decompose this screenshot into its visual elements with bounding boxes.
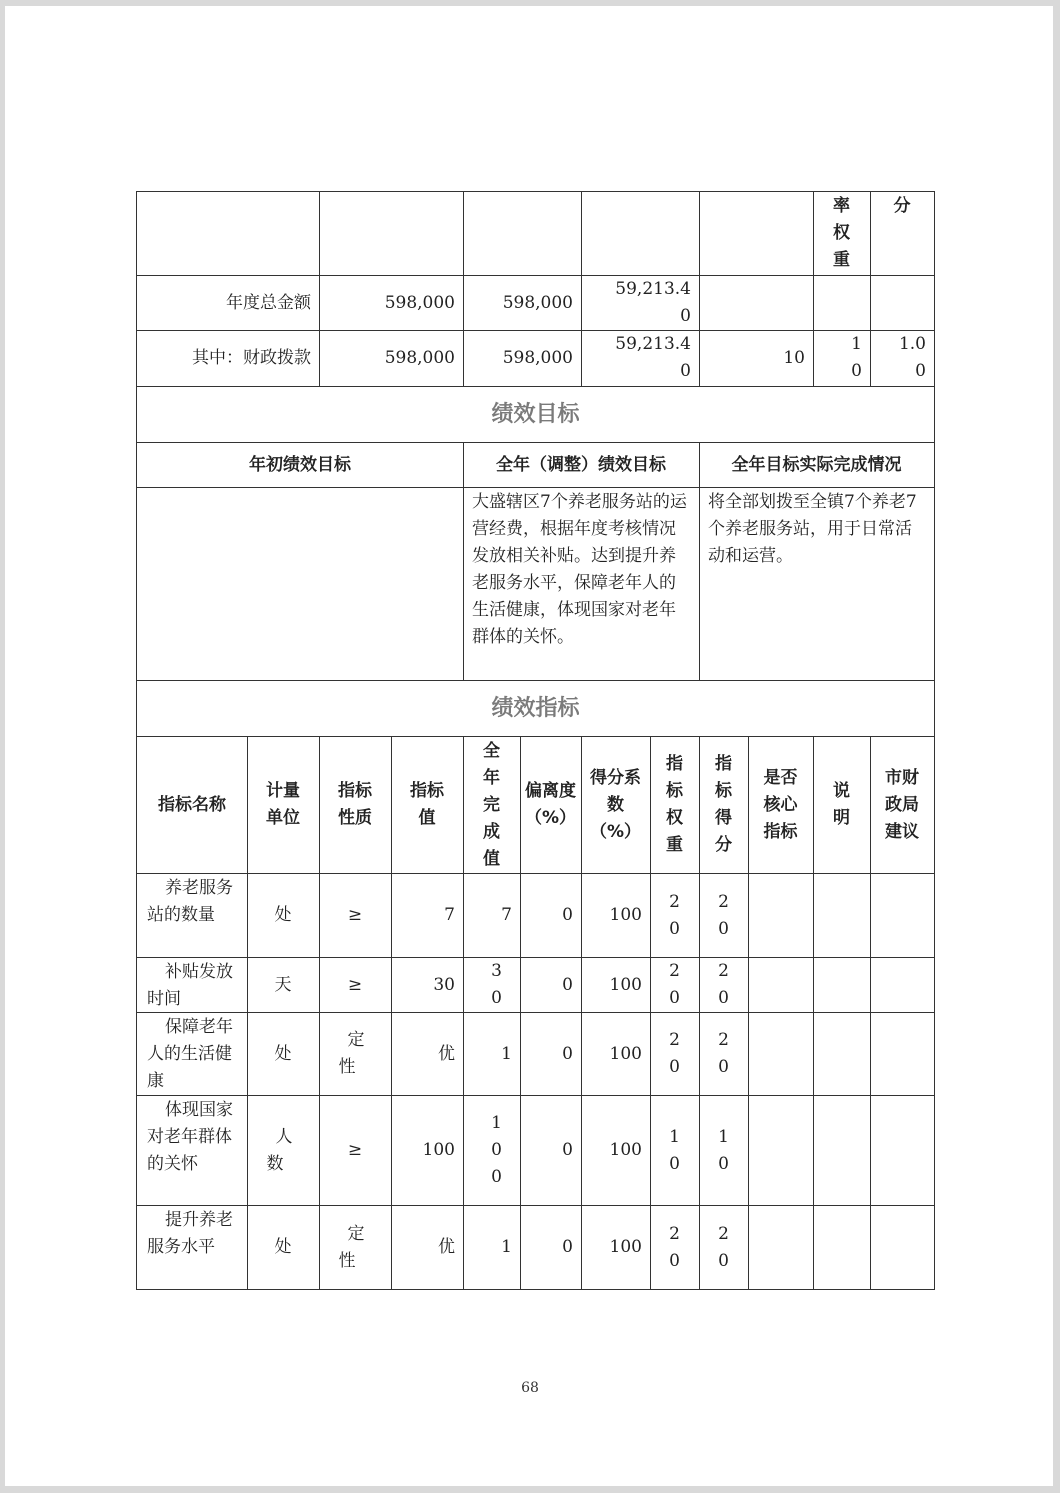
indicator-unit: 处 xyxy=(274,1237,292,1257)
indicator-weight: 20 xyxy=(669,891,680,939)
indicator-header: 是否核心指标 xyxy=(763,767,798,842)
header-rate-weight: 率权重 xyxy=(833,196,850,270)
indicator-advice xyxy=(870,1096,934,1205)
indicator-advice xyxy=(870,1013,934,1095)
indicator-header: 指标值 xyxy=(410,781,444,828)
table-rule xyxy=(136,275,935,276)
indicator-note xyxy=(813,874,870,957)
indicator-header: 市财政局建议 xyxy=(885,767,919,842)
table-rule xyxy=(699,442,700,680)
table-rule xyxy=(870,191,871,386)
indicator-header: 得分系数（%） xyxy=(589,767,642,842)
indicator-value: 优 xyxy=(438,1237,455,1257)
indicator-advice xyxy=(870,1206,934,1289)
table-rule xyxy=(391,736,392,1289)
budget-row-label: 年度总金额 xyxy=(226,292,311,313)
indicator-header: 指标权重 xyxy=(666,754,683,855)
indicator-deviation: 0 xyxy=(562,905,573,925)
indicator-header: 计量单位 xyxy=(266,781,300,828)
page-number: 68 xyxy=(521,1380,539,1396)
table-rule xyxy=(748,736,749,1289)
indicator-weight: 20 xyxy=(669,961,680,1008)
indicator-value: 100 xyxy=(422,1140,455,1160)
budget-row-value: 598,000 xyxy=(502,292,573,313)
indicator-unit: 天 xyxy=(274,974,292,995)
budget-row-value: 59,213.40 xyxy=(615,279,691,326)
indicator-name: 养老服务站的数量 xyxy=(147,878,233,925)
indicator-core xyxy=(748,1096,813,1205)
budget-row-value: 598,000 xyxy=(502,348,573,368)
indicator-header: 全年完成值 xyxy=(483,740,500,869)
indicator-unit: 处 xyxy=(274,1043,292,1064)
table-rule xyxy=(699,191,700,386)
budget-row-value: 10 xyxy=(851,334,862,381)
table-rule xyxy=(463,736,464,1289)
header-score: 分 xyxy=(893,196,911,216)
goals-adjusted-text: 大盛辖区7个养老服务站的运营经费，根据年度考核情况发放相关补贴。达到提升养老服务水平，保障老年人的生活健康，体现国家对老年群体的关怀。 xyxy=(472,492,687,647)
indicator-nature: ≥ xyxy=(347,905,363,925)
table-rule xyxy=(463,191,464,386)
indicator-done: 1 xyxy=(501,1237,512,1257)
indicator-nature: 定性 xyxy=(338,1223,365,1271)
indicator-deviation: 0 xyxy=(562,974,573,995)
budget-row-value: 10 xyxy=(783,348,805,368)
table-rule xyxy=(581,736,582,1289)
goals-header-adjusted: 全年（调整）绩效目标 xyxy=(496,454,666,475)
table-rule xyxy=(136,191,137,1290)
indicator-weight: 20 xyxy=(669,1223,680,1271)
indicator-header: 指标性质 xyxy=(338,781,372,828)
budget-row-value: 59,213.40 xyxy=(615,334,691,381)
indicator-core xyxy=(748,1013,813,1095)
goals-header-actual: 全年目标实际完成情况 xyxy=(731,454,902,475)
table-rule xyxy=(870,736,871,1289)
table-rule xyxy=(581,191,582,386)
indicator-coefficient: 100 xyxy=(609,974,642,995)
indicator-score: 10 xyxy=(718,1126,729,1174)
indicator-nature: 定性 xyxy=(338,1030,365,1077)
indicator-value: 30 xyxy=(433,974,455,995)
indicator-nature: ≥ xyxy=(347,1140,363,1160)
indicator-note xyxy=(813,958,870,1012)
indicator-header: 偏离度（%） xyxy=(524,781,577,828)
table-rule xyxy=(136,330,935,331)
indicator-note xyxy=(813,1096,870,1205)
table-rule xyxy=(136,191,935,192)
indicator-header: 指标得分 xyxy=(715,754,732,855)
indicator-name: 体现国家对老年群体的关怀 xyxy=(147,1100,233,1174)
indicator-score: 20 xyxy=(718,891,729,939)
table-rule xyxy=(136,1012,935,1013)
table-rule xyxy=(136,736,935,737)
table-rule xyxy=(934,191,935,1290)
budget-row-value xyxy=(699,276,813,330)
indicator-core xyxy=(748,958,813,1012)
table-rule xyxy=(136,680,935,681)
table-rule xyxy=(813,191,814,386)
budget-row-value xyxy=(813,276,870,330)
table-rule xyxy=(463,442,464,680)
indicator-weight: 20 xyxy=(669,1030,680,1077)
table-rule xyxy=(319,736,320,1289)
table-rule xyxy=(136,442,935,443)
indicator-header: 说明 xyxy=(833,781,850,828)
indicator-advice xyxy=(870,958,934,1012)
table-rule xyxy=(247,736,248,1289)
section-title-goals: 绩效目标 xyxy=(491,402,580,427)
table-rule xyxy=(136,487,935,488)
goals-initial-text xyxy=(137,488,463,679)
indicator-name: 补贴发放时间 xyxy=(147,962,233,1009)
indicator-coefficient: 100 xyxy=(609,1140,642,1160)
indicator-nature: ≥ xyxy=(347,974,363,995)
indicator-core xyxy=(748,1206,813,1289)
indicator-done: 100 xyxy=(491,1113,502,1187)
table-rule xyxy=(813,736,814,1289)
table-rule xyxy=(699,736,700,1289)
table-rule xyxy=(136,386,935,387)
indicator-unit: 人数 xyxy=(266,1126,293,1174)
indicator-score: 20 xyxy=(718,961,729,1008)
indicator-deviation: 0 xyxy=(562,1043,573,1064)
budget-row-value: 598,000 xyxy=(384,292,455,313)
table-rule xyxy=(319,191,320,386)
indicator-advice xyxy=(870,874,934,957)
indicator-score: 20 xyxy=(718,1223,729,1271)
indicator-note xyxy=(813,1013,870,1095)
indicator-value: 7 xyxy=(444,905,455,925)
indicator-done: 1 xyxy=(501,1043,512,1064)
table-rule xyxy=(136,873,935,874)
indicator-score: 20 xyxy=(718,1030,729,1077)
indicator-deviation: 0 xyxy=(562,1140,573,1160)
indicator-deviation: 0 xyxy=(562,1237,573,1257)
indicator-done: 30 xyxy=(491,961,502,1008)
table-rule xyxy=(650,736,651,1289)
table-rule xyxy=(520,736,521,1289)
table-rule xyxy=(136,1205,935,1206)
table-rule xyxy=(136,1095,935,1096)
table-rule xyxy=(136,957,935,958)
budget-row-value xyxy=(870,276,934,330)
budget-row-value: 598,000 xyxy=(384,348,455,368)
indicator-weight: 10 xyxy=(669,1126,680,1174)
indicator-value: 优 xyxy=(438,1043,455,1064)
indicator-name: 提升养老服务水平 xyxy=(147,1210,233,1257)
indicator-coefficient: 100 xyxy=(609,905,642,925)
goals-actual-text: 将全部划拨至全镇7个养老7个养老服务站，用于日常活动和运营。 xyxy=(708,492,917,566)
goals-header-initial: 年初绩效目标 xyxy=(249,454,351,475)
indicator-header: 指标名称 xyxy=(158,794,226,815)
section-title-indicators: 绩效指标 xyxy=(491,696,580,721)
table-rule xyxy=(136,1289,935,1290)
indicator-coefficient: 100 xyxy=(609,1043,642,1064)
budget-row-value: 1.00 xyxy=(898,334,926,381)
indicator-note xyxy=(813,1206,870,1289)
indicator-core xyxy=(748,874,813,957)
indicator-coefficient: 100 xyxy=(609,1237,642,1257)
indicator-name: 保障老年人的生活健康 xyxy=(147,1017,233,1091)
budget-row-label: 其中：财政拨款 xyxy=(192,348,311,368)
indicator-unit: 处 xyxy=(274,905,292,925)
indicator-done: 7 xyxy=(501,905,512,925)
